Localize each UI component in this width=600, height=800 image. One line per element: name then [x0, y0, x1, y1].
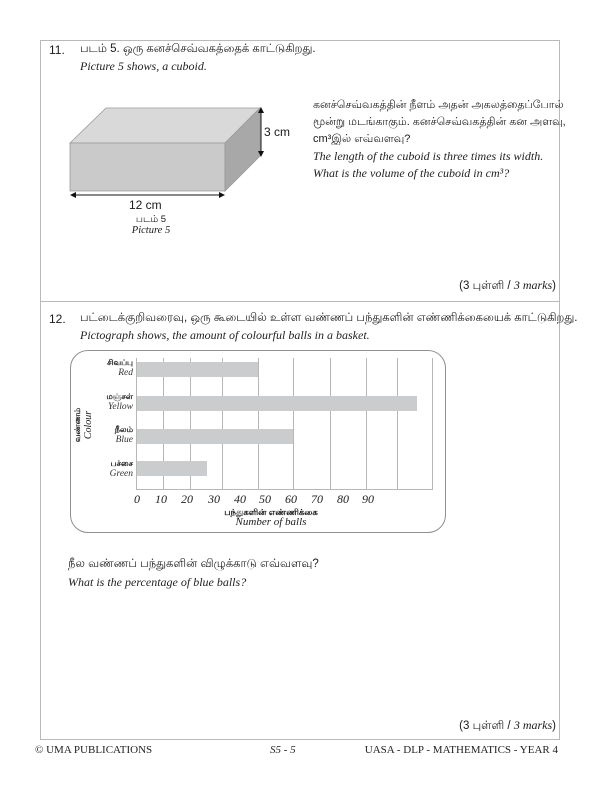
- x-tick: 40: [234, 492, 246, 506]
- gridline: [293, 358, 294, 490]
- bar-yellow: [137, 396, 417, 411]
- gridline: [432, 358, 433, 490]
- marks-en: 3 marks: [513, 718, 553, 732]
- question-11-text-en-1: The length of the cuboid is three times its width.: [313, 149, 544, 163]
- bar-red: [137, 362, 258, 377]
- gridline: [222, 358, 223, 490]
- question-11-text-en-2: What is the volume of the cuboid in cm³?: [313, 166, 510, 180]
- y-axis-title-en: Colour: [83, 410, 94, 440]
- question-12-text-ta: நீல வண்ணப் பந்துகளின் விழுக்காடு எவ்வளவு?: [68, 558, 319, 570]
- question-11-prompt-ta: படம் 5. ஒரு கனச்செவ்வகத்தைக் காட்டுகிறது.: [80, 43, 316, 55]
- category-label-en: Green: [109, 469, 133, 479]
- figure-caption-en: Picture 5: [131, 225, 171, 236]
- question-11-number: 11.: [49, 43, 65, 57]
- question-divider: [40, 301, 560, 302]
- question-11-text-ta-1: கனச்செவ்வகத்தின் நீளம் அதன் அகலத்தைப்போல்: [313, 99, 564, 111]
- x-axis-title-en: Number of balls: [235, 516, 307, 528]
- x-axis-title-ta: பந்துகளின் எண்ணிக்கை: [224, 507, 318, 517]
- marks-prefix: (3 புள்ளி /: [459, 280, 514, 292]
- x-tick: 70: [311, 492, 323, 506]
- x-tick: 20: [181, 492, 193, 506]
- category-label-ta: மஞ்சள்: [106, 392, 133, 401]
- figure-caption-ta: படம் 5: [135, 214, 167, 225]
- x-tick: 10: [155, 492, 167, 506]
- gridline: [258, 358, 259, 490]
- question-12-prompt-en: Pictograph shows, the amount of colourful balls in a basket.: [80, 328, 370, 342]
- gridline: [330, 358, 331, 490]
- bar-green: [137, 461, 207, 476]
- footer-title: UASA - DLP - MATHEMATICS - YEAR 4: [364, 744, 558, 756]
- marks-suffix: ): [552, 280, 556, 292]
- marks-prefix: (3 புள்ளி /: [459, 720, 514, 732]
- category-label-ta: சிவப்பு: [107, 358, 133, 367]
- question-12-text-en: What is the percentage of blue balls?: [68, 575, 247, 589]
- question-11-marks: [459, 278, 556, 294]
- x-tick: 50: [259, 492, 271, 506]
- cuboid-figure: [60, 100, 290, 210]
- category-label-en: Yellow: [108, 402, 133, 412]
- category-label-ta: நீலம்: [114, 425, 133, 434]
- gridline: [366, 358, 367, 490]
- question-12-number: 12.: [49, 312, 66, 326]
- x-tick: 30: [208, 492, 220, 506]
- footer-page-number: S5 - 5: [270, 744, 296, 756]
- question-11-text-ta-2: மூன்று மடங்காகும். கனச்செவ்வகத்தின் கன அளவு,: [313, 116, 566, 128]
- footer-publisher: © UMA PUBLICATIONS: [35, 744, 153, 756]
- cuboid-height-label: 3 cm: [264, 125, 291, 139]
- category-label-en: Red: [118, 368, 133, 378]
- x-tick: 90: [362, 492, 374, 506]
- marks-en: 3 marks: [513, 278, 553, 292]
- question-11-text-ta-3: cm³இல் எவ்வளவு?: [313, 133, 411, 145]
- category-label-ta: பச்சை: [110, 459, 133, 468]
- marks-suffix: ): [552, 720, 556, 732]
- chart-x-axis: [136, 489, 433, 490]
- category-label-en: Blue: [115, 435, 133, 445]
- x-tick: 60: [285, 492, 297, 506]
- y-axis-title-ta: வண்ணம்: [73, 407, 82, 443]
- gridline: [397, 358, 398, 490]
- question-12-marks: [459, 718, 556, 734]
- x-tick: 0: [134, 492, 140, 506]
- bar-blue: [137, 429, 293, 444]
- x-tick: 80: [337, 492, 349, 506]
- y-axis-title: [73, 395, 103, 455]
- question-12-prompt-ta: பட்டைக்குறிவரைவு, ஒரு கூடையில் உள்ள வண்ணப் பந்துகளின் எண்ணிக்கையைக் காட்டுகிறது.: [80, 312, 578, 324]
- cuboid-length-label: 12 cm: [129, 198, 162, 212]
- question-11-prompt-en: Picture 5 shows, a cuboid.: [80, 59, 207, 73]
